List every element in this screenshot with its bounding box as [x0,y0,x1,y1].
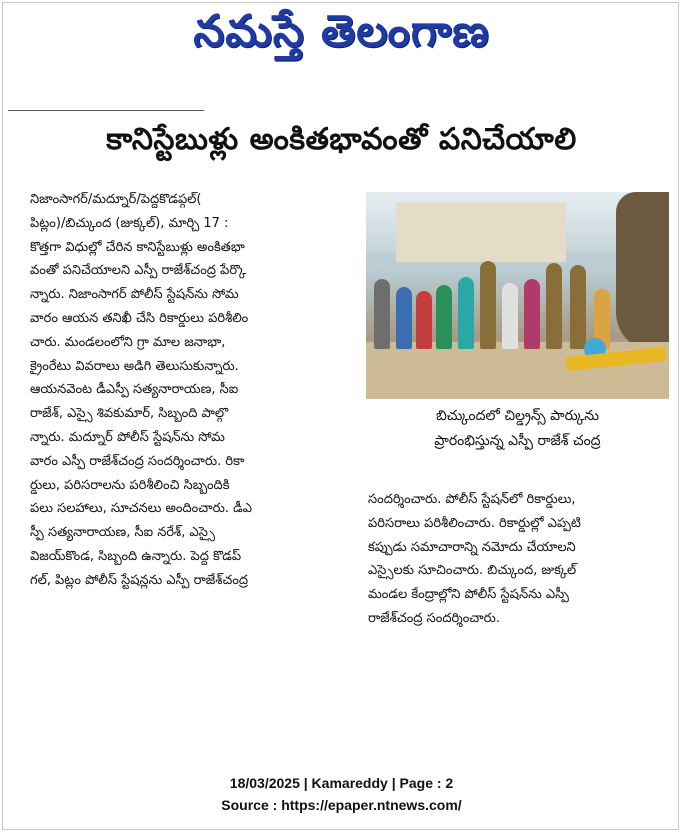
photo-person [416,291,432,349]
article-text-line: స్పీ సత్యనారాయణ, సీఐ నరేశ్, ఎస్సై [30,525,215,541]
footer-source: Source : https://epaper.ntnews.com/ [221,797,462,813]
newspaper-masthead: నమస్తే తెలంగాణ [193,6,490,57]
article-text-line: పిట్లం)/బిచ్కుంద (జుక్కల్), మార్చి 17 : [30,215,229,231]
article-photo [366,192,669,399]
article-text-line: న్నారు. నిజాంసాగర్ పోలీస్ స్టేషన్‌ను సోమ [30,287,239,303]
article-text-line: కొత్తగా విధుల్లో చేరిన కానిస్టేబుళ్లు అంకితభా [30,239,245,255]
article-text-line: నిజాంసాగర్/మద్నూర్/పెద్దకొడప్గల్( [30,192,202,207]
article-text-line: సందర్శించారు. పోలీస్ స్టేషన్‌లో రికార్డులు, [368,492,576,507]
article-text-line: చారు. మండలంలోని గ్రా మాల జనాభా, [30,334,226,350]
photo-person [502,283,518,349]
article-text-line: విజయ్‌కొండ, సిబ్బంది ఉన్నారు. పెద్ద కొడప్ [30,548,242,564]
article-text-line: ఆయనవెంట డీఎస్పీ సత్యనారాయణ, సీఐ [30,382,239,398]
article-text-line: న్నారు. మద్నూర్ పోలీస్ స్టేషన్‌ను సోమ [30,429,225,445]
photo-person [480,261,496,349]
article-text-line: గల్, పిట్లం పోలీస్ స్టేషన్లను ఎస్పీ రాజేశ్‌చంద్ర [30,572,249,588]
article-text-line: వారం ఆయన తనిఖీ చేసి రికార్డులు పరిశీలిం [30,310,249,326]
photo-person [524,279,540,349]
article-text-line: కప్పుడు సమాచారాన్ని నమోదు చేయాలని [368,539,576,555]
article-text-line: వంతో పనిచేయాలని ఎస్పీ రాజేశ్‌చంద్ర పేర్కొ [30,263,247,279]
article-text-line: రాజేశ్‌చంద్ర సందర్శించారు. [368,610,500,626]
article-text-line: క్రైంరేటు వివరాలు అడిగి తెలుసుకున్నారు. [30,358,239,374]
page-footer [0,772,683,816]
photo-person [374,279,390,349]
photo-caption [366,404,669,454]
article-text-line: ఎస్సైలకు సూచించారు. బిచ్కుంద, జుక్కల్ [368,563,577,579]
photo-building [396,202,566,262]
article-text-line: పలు సలహాలు, సూచనలు అందించారు. డీఎ [30,501,252,517]
article-column-left [30,188,360,593]
article-column-right [368,488,668,631]
footer-date-edition: 18/03/2025 | Kamareddy | Page : 2 [229,775,454,791]
header-divider [8,110,204,111]
photo-caption-line: బిచ్కుందలో చిల్డ్రన్స్ పార్కును [436,408,599,424]
photo-person [570,265,586,349]
photo-person [436,285,452,349]
article-headline: కానిస్టేబుళ్లు అంకితభావంతో పనిచేయాలి [106,122,577,157]
article-text-line: రాజేశ్, ఎస్సై శివకుమార్, సిబ్బంది పాల్గొ [30,406,229,422]
article-text-line: వారం ఎస్పీ రాజేశ్‌చంద్ర సందర్శించారు. రికా [30,453,245,469]
photo-tree [616,192,669,352]
photo-person [458,277,474,349]
article-text-line: పరిసరాలు పరిశీలించారు. రికార్డుల్లో ఎప్పటి [368,515,581,531]
article-text-line: మండల కేంద్రాల్లోని పోలీస్ స్టేషన్‌ను ఎస్పీ [368,587,569,603]
photo-caption-line: ప్రారంభిస్తున్న ఎస్పీ రాజేశ్ చంద్ర [434,433,601,449]
photo-person [396,287,412,349]
article-text-line: ర్డులు, పరిసరాలను పరిశీలించి సిబ్బందికి [30,477,230,493]
photo-person [546,263,562,349]
